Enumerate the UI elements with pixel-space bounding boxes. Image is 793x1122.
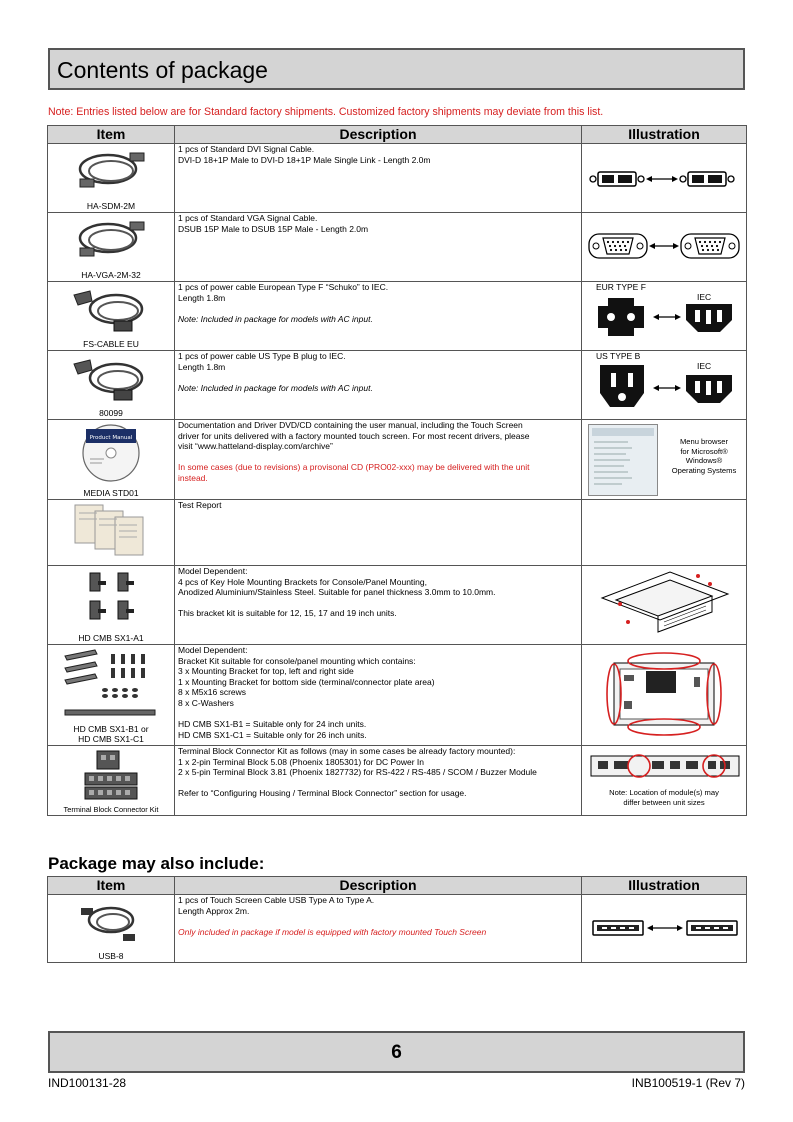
table-row bbox=[48, 500, 747, 566]
dvi-connector-icon bbox=[588, 170, 740, 188]
usb-connector-icon bbox=[592, 919, 738, 937]
ac-input-note: Note: Included in package for models with AC input. bbox=[178, 382, 373, 393]
item-cell bbox=[48, 351, 175, 420]
page-title: Contents of package bbox=[57, 57, 268, 83]
item-cell bbox=[48, 282, 175, 351]
illustration-cell bbox=[582, 420, 747, 500]
item-name: 80099 bbox=[99, 408, 123, 418]
table-row bbox=[48, 746, 747, 816]
description-cell: 1 pcs of Touch Screen Cable USB Type A to Type A. Length Approx 2m. Only included in package if model is equipped with factory mounted Touch Screen bbox=[175, 895, 582, 963]
item-name: HD CMB SX1-B1 or bbox=[73, 724, 149, 734]
item-name: HA-VGA-2M-32 bbox=[81, 270, 141, 280]
report-icon bbox=[71, 503, 151, 561]
col-header-item: Item bbox=[48, 126, 175, 144]
col-header-description: Description bbox=[175, 877, 582, 895]
page-number-box bbox=[48, 1031, 745, 1073]
item-name: MEDIA STD01 bbox=[83, 488, 139, 498]
iec-label: IEC bbox=[697, 292, 712, 302]
svg-text:Product Manual: Product Manual bbox=[89, 435, 133, 441]
ac-input-note: Note: Included in package for models with AC input. bbox=[178, 313, 373, 324]
illustration-cell bbox=[582, 351, 747, 420]
footer-doc-id-left: IND100131-28 bbox=[48, 1076, 127, 1090]
illustration-cell bbox=[582, 144, 747, 213]
vga-connector-icon bbox=[588, 231, 740, 261]
usb-cable-icon bbox=[71, 898, 151, 948]
table-header-row bbox=[48, 126, 747, 144]
description-cell: Model Dependent: Bracket Kit suitable for console/panel mounting which contains: 3 x Mounting Bracket for top, left and right side 1 x Mounting Bracket for bottom side (terminal/connector plate area) 8 x M5x16 screws 8 x C-Washers HD CMB SX1-B1 = Suitable only for 24 inch units. HD CMB SX1-C1 = Suitable only for 26 inch units. bbox=[175, 645, 582, 746]
also-include-heading: Package may also include: bbox=[48, 854, 265, 873]
illustration-cell bbox=[582, 746, 747, 816]
illustration-cell bbox=[582, 645, 747, 746]
item-name: USB-8 bbox=[98, 951, 124, 961]
optional-contents-table bbox=[47, 876, 747, 963]
description-cell: Documentation and Driver DVD/CD containing the user manual, including the Touch Screen driver for units delivered with a factory mounted touch screen. For most recent drivers, please visit “www.hatteland-display.com/archive” In some cases (due to revisions) a provisonal CD (PRO02-xxx) may be delivered with the unit instead. bbox=[175, 420, 582, 500]
illustration-cell bbox=[582, 213, 747, 282]
menu-browser-screenshot bbox=[588, 424, 658, 496]
description-cell: Model Dependent: 4 pcs of Key Hole Mounting Brackets for Console/Panel Mounting, Anodized Aluminium/Stainless Steel. Suitable for panel thickness 3.0mm to 10.0mm. This bracket kit is suitable for 12, 15, 17 and 19 inch units. bbox=[175, 566, 582, 645]
col-header-illustration: Illustration bbox=[582, 126, 747, 144]
description-cell: 1 pcs of Standard DVI Signal Cable. DVI-D 18+1P Male to DVI-D 18+1P Male Single Link - Length 2.0m bbox=[175, 144, 582, 213]
table-row bbox=[48, 895, 747, 963]
illustration-cell bbox=[582, 895, 747, 963]
page-title-box bbox=[48, 48, 745, 90]
description-cell: 1 pcs of power cable US Type B plug to IEC. Length 1.8m Note: Included in package for models with AC input. bbox=[175, 351, 582, 420]
bracket-kit-diagram bbox=[606, 651, 722, 737]
cd-icon bbox=[76, 423, 146, 483]
power-cable-icon bbox=[66, 354, 156, 404]
package-contents-table bbox=[47, 125, 747, 816]
plug-type-label: US TYPE B bbox=[596, 351, 641, 361]
item-name-alt: HD CMB SX1-C1 bbox=[78, 734, 144, 744]
item-name: HD CMB SX1-A1 bbox=[78, 633, 144, 643]
bracket-icon bbox=[76, 569, 146, 629]
cable-icon bbox=[66, 147, 156, 197]
item-cell bbox=[48, 144, 175, 213]
illustration-cell bbox=[582, 282, 747, 351]
table-row bbox=[48, 282, 747, 351]
shipment-note: Note: Entries listed below are for Standard factory shipments. Customized factory shipments may deviate from this list. bbox=[48, 106, 604, 118]
plug-type-label: EUR TYPE F bbox=[596, 282, 646, 292]
description-cell: 1 pcs of Standard VGA Signal Cable. DSUB 15P Male to DSUB 15P Male - Length 2.0m bbox=[175, 213, 582, 282]
description-cell: Terminal Block Connector Kit as follows (may in some cases be already factory mounted): 1 x 2-pin Terminal Block 5.08 (Phoenix 1805301) for DC Power In 2 x 5-pin Terminal Block 3.81 (Phoenix 1827732) for RS-422 / RS-485 / SCOM / Buzzer Module Refer to “Configuring Housing / Terminal Block Connector” section for usage. bbox=[175, 746, 582, 816]
page-number: 6 bbox=[391, 1042, 402, 1063]
item-name: Terminal Block Connector Kit bbox=[63, 805, 159, 814]
bracket-kit-icon bbox=[61, 648, 161, 722]
item-name: FS-CABLE EU bbox=[83, 339, 139, 349]
table-header-row bbox=[48, 877, 747, 895]
cable-icon bbox=[66, 216, 156, 266]
table-row bbox=[48, 144, 747, 213]
module-location-note: Note: Location of module(s) may differ between unit sizes bbox=[609, 788, 719, 807]
footer-doc-id-right: INB100519-1 (Rev 7) bbox=[631, 1076, 745, 1090]
description-cell: Test Report bbox=[175, 500, 582, 566]
item-name: HA-SDM-2M bbox=[86, 201, 136, 211]
table-row bbox=[48, 645, 747, 746]
table-row bbox=[48, 566, 747, 645]
item-cell bbox=[48, 420, 175, 500]
col-header-illustration: Illustration bbox=[582, 877, 747, 895]
item-cell bbox=[48, 895, 175, 963]
col-header-item: Item bbox=[48, 877, 175, 895]
item-cell bbox=[48, 645, 175, 746]
terminal-block-icon bbox=[71, 749, 151, 803]
description-cell: 1 pcs of power cable European Type F “Schuko” to IEC. Length 1.8m Note: Included in package for models with AC input. bbox=[175, 282, 582, 351]
table-row bbox=[48, 213, 747, 282]
illustration-cell bbox=[582, 500, 747, 566]
col-header-description: Description bbox=[175, 126, 582, 144]
iec-label: IEC bbox=[697, 361, 712, 371]
item-cell bbox=[48, 566, 175, 645]
table-row bbox=[48, 420, 747, 500]
touchscreen-note: Only included in package if model is equipped with factory mounted Touch Screen bbox=[178, 926, 487, 937]
table-row bbox=[48, 351, 747, 420]
power-cable-icon bbox=[66, 285, 156, 335]
schuko-to-iec-icon bbox=[594, 294, 739, 340]
item-cell bbox=[48, 746, 175, 816]
item-cell bbox=[48, 500, 175, 566]
item-cell bbox=[48, 213, 175, 282]
bracket-mounting-diagram bbox=[600, 570, 730, 640]
us-plug-to-iec-icon bbox=[594, 363, 739, 411]
menu-browser-caption: Menu browser for Microsoft® Windows® Operating Systems bbox=[671, 437, 737, 475]
illustration-cell bbox=[582, 566, 747, 645]
connector-plate-diagram bbox=[590, 750, 740, 782]
